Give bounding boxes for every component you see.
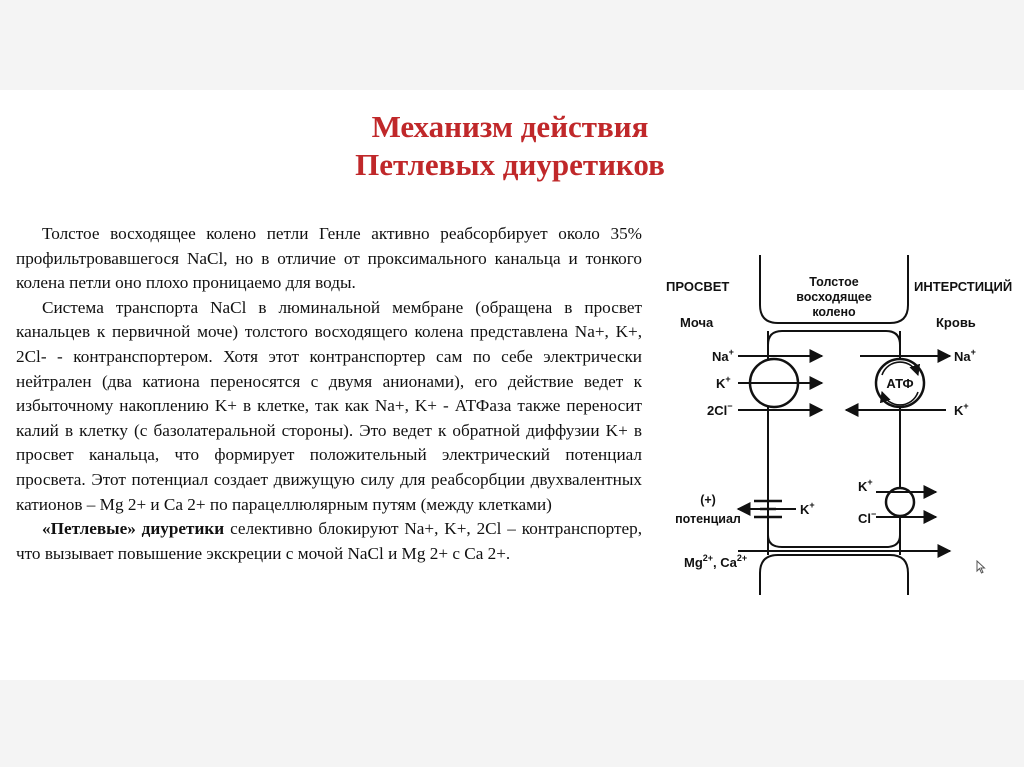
transport-diagram bbox=[650, 255, 1022, 595]
segment-label-3: колено bbox=[812, 305, 856, 319]
paragraph-2: Система транспорта NaCl в люминальной мембране (обращена в просвет канальцев к первичной моче) толстого восходящего колена представлена Na+, K+, 2Cl- - контранспортером. Хотя этот контранспортер сам по себе электрически нейтрален (два катиона переносятся с двумя анионами), его действие ведет к избыточному накоплению K+ в клетке, так как Na+, K+ - АТФаза также переносит калий в клетку (с базолатеральной стороны). Это ведет к обратной диффузии K+ в просвет канальца, что формирует положительный электрический потенциал просвета. Этот потенциал создает движущую силу для реабсорбции двухвалентных катионов – Mg 2+ и Ca 2+ по парацеллюлярным путям (между клетками) bbox=[16, 297, 642, 514]
lumen-label: ПРОСВЕТ bbox=[666, 279, 730, 294]
k-lumen-label: K+ bbox=[716, 374, 731, 391]
interstitium-label: ИНТЕРСТИЦИЙ bbox=[914, 279, 1013, 294]
na-blood-label: Na+ bbox=[954, 347, 976, 364]
paragraph-1: Толстое восходящее колено петли Генле активно реабсорбирует около 35% профильтровавшегося NaCl, но в отличие от проксимального канальца и тонкого колена петли оно плохо проницаемо для воды. bbox=[16, 224, 642, 293]
potential-label-1: (+) bbox=[700, 493, 716, 507]
cell-top bbox=[768, 331, 900, 345]
segment-label-2: восходящее bbox=[796, 290, 872, 304]
title-line-2: Петлевых диуретиков bbox=[355, 147, 665, 182]
cell-bottom bbox=[768, 535, 900, 547]
potential-label-2: потенциал bbox=[675, 512, 741, 526]
segment-label-1: Толстое bbox=[809, 275, 859, 289]
mg-ca-label: $Mg^{2+}$, $Ca^{2+}$ bbox=[684, 553, 748, 570]
k-back-label: K+ bbox=[800, 500, 815, 517]
paragraph-3-bold: «Петлевые» диуретики bbox=[42, 519, 225, 539]
body-text bbox=[16, 222, 642, 566]
paragraph-3 bbox=[16, 517, 642, 566]
basolateral-bottom bbox=[760, 555, 908, 595]
mouse-cursor-icon bbox=[976, 560, 986, 574]
title-line-1: Механизм действия bbox=[371, 109, 649, 144]
slide-title bbox=[250, 108, 770, 184]
paragraph-3-rest: селективно блокируют Na+, K+, 2Cl – контранспортер, что вызывает повышение экскреции с мочой NaCl и Mg 2+ с Ca 2+. bbox=[16, 519, 642, 563]
k-blood-label: K+ bbox=[954, 401, 969, 418]
na-lumen-label: Na+ bbox=[712, 347, 734, 364]
blood-label: Кровь bbox=[936, 315, 976, 330]
cl-lumen-label: 2Cl− bbox=[707, 401, 733, 418]
urine-label: Моча bbox=[680, 315, 714, 330]
atp-label: АТФ bbox=[886, 376, 914, 391]
k-channel-label: K+ bbox=[858, 477, 873, 494]
cl-channel-label: Cl− bbox=[858, 509, 877, 526]
